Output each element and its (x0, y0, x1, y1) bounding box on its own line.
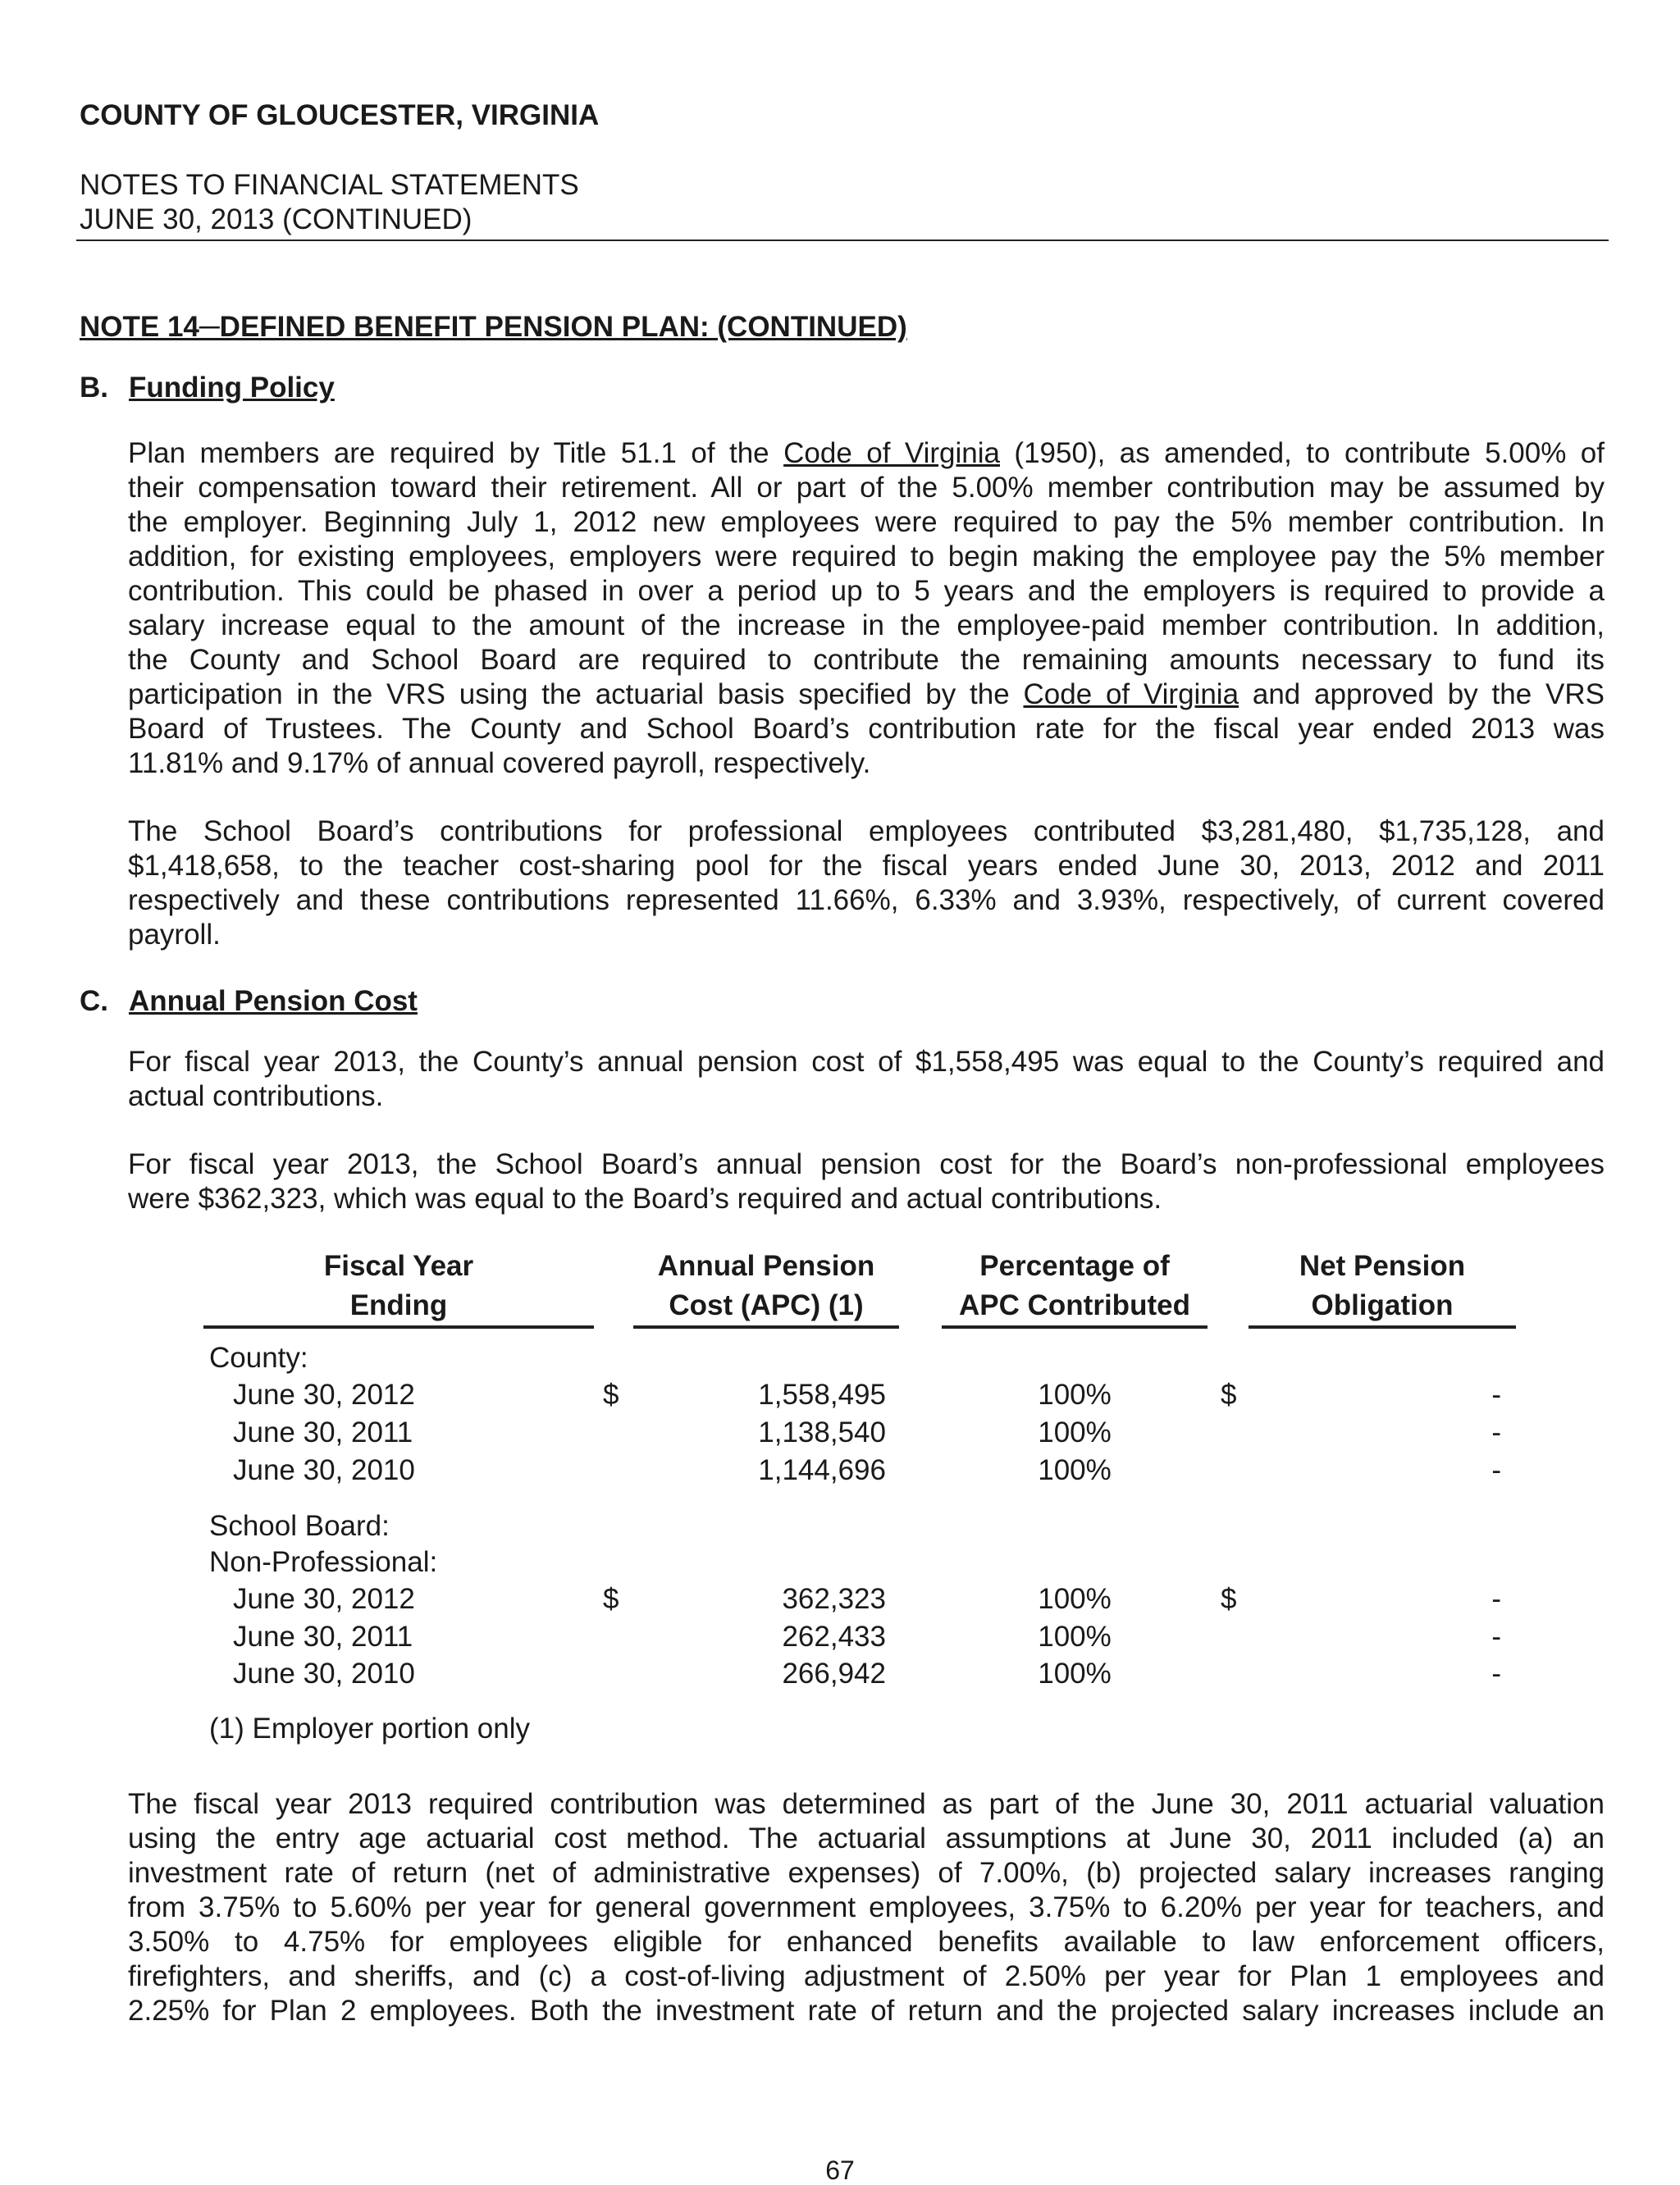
paragraph-line: using the entry age actuarial cost method. The actuarial assumptions at June 30, 2011 included (a) an (128, 1822, 1605, 1854)
header-underline (203, 1325, 594, 1329)
row-year: June 30, 2011 (233, 1416, 413, 1448)
row-pct: 100% (1038, 1583, 1112, 1615)
school-board-pension-cost-paragraph (128, 1147, 1605, 1216)
paragraph-line: For fiscal year 2013, the County’s annual pension cost of $1,558,495 was equal to the County’s required and (128, 1046, 1605, 1078)
row-npo: - (1491, 1454, 1501, 1486)
section-letter: B. (80, 372, 108, 404)
paragraph-line: firefighters, and sheriffs, and (c) a cost-of-living adjustment of 2.50% per year for Plan 1 employees and (128, 1960, 1605, 1992)
paragraph-line: For fiscal year 2013, the School Board’s annual pension cost for the Board’s non-professional employees (128, 1148, 1605, 1180)
row-apc: 262,433 (782, 1621, 886, 1653)
note-title: NOTE 14─DEFINED BENEFIT PENSION PLAN: (CONTINUED) (80, 311, 907, 343)
paragraph-line: The fiscal year 2013 required contribution was determined as part of the June 30, 2011 actuarial valuation (128, 1788, 1605, 1820)
section-title: Funding Policy (129, 372, 335, 404)
funding-policy-paragraph (128, 436, 1605, 781)
paragraph-line: actual contributions. (128, 1080, 384, 1112)
paragraph-line: payroll. (128, 919, 221, 951)
document-title: NOTES TO FINANCIAL STATEMENTS (80, 169, 579, 201)
row-apc: 266,942 (782, 1658, 886, 1690)
section-c-heading (80, 984, 418, 1019)
row-apc: 1,138,540 (758, 1416, 886, 1448)
row-npo-dollar-sign: $ (1221, 1583, 1237, 1615)
row-pct: 100% (1038, 1658, 1112, 1690)
section-b-heading (80, 371, 335, 405)
paragraph-line: addition, for existing employees, employers were required to begin making the employee pay the 5% member (128, 541, 1605, 572)
paragraph-line: respectively and these contributions represented 11.66%, 6.33% and 3.93%, respectively, of current covered (128, 884, 1605, 916)
section-title: Annual Pension Cost (129, 985, 418, 1017)
paragraph-line: participation in the VRS using the actuarial basis specified by the Code of Virginia and approved by the VRS (128, 678, 1605, 710)
county-pension-cost-paragraph (128, 1045, 1605, 1114)
paragraph-line: 11.81% and 9.17% of annual covered payroll, respectively. (128, 747, 871, 779)
paragraph-line: investment rate of return (net of administrative expenses) of 7.00%, (b) projected salary increases ranging (128, 1857, 1605, 1889)
group-label-school-board: School Board: (209, 1510, 390, 1542)
actuarial-valuation-paragraph (128, 1787, 1605, 2028)
code-of-virginia-ref: Code of Virginia (783, 437, 1000, 469)
row-year: June 30, 2012 (233, 1583, 415, 1615)
paragraph-line: Plan members are required by Title 51.1 of the Code of Virginia (1950), as amended, to contribute 5.00% of (128, 437, 1605, 469)
col-header-fiscal-year: Fiscal Year Ending (323, 1250, 474, 1321)
page-number: 67 (825, 2155, 855, 2185)
row-year: June 30, 2010 (233, 1658, 415, 1690)
paragraph-line: $1,418,658, to the teacher cost-sharing pool for the fiscal years ended June 30, 2013, 2012 and 2011 (128, 850, 1605, 882)
row-npo: - (1491, 1658, 1501, 1690)
paragraph-line: 3.50% to 4.75% for employees eligible for enhanced benefits available to law enforcement officers, (128, 1926, 1605, 1958)
row-npo: - (1491, 1379, 1501, 1411)
col-header-apc: Annual Pension Cost (APC) (1) (657, 1250, 875, 1321)
paragraph-line: the employer. Beginning July 1, 2012 new employees were required to pay the 5% member contribution. In (128, 506, 1605, 538)
row-apc: 1,144,696 (758, 1454, 886, 1486)
row-pct: 100% (1038, 1379, 1112, 1411)
row-year: June 30, 2010 (233, 1454, 415, 1486)
col-header-pct-contributed: Percentage of APC Contributed (959, 1250, 1190, 1321)
row-year: June 30, 2011 (233, 1621, 413, 1653)
row-year: June 30, 2012 (233, 1379, 415, 1411)
group-label-county: County: (209, 1342, 308, 1374)
document-date: JUNE 30, 2013 (CONTINUED) (80, 203, 472, 235)
school-board-contributions-paragraph (128, 814, 1605, 952)
header-underline (1249, 1325, 1516, 1329)
entity-title: COUNTY OF GLOUCESTER, VIRGINIA (80, 99, 600, 131)
header-underline (942, 1325, 1208, 1329)
code-of-virginia-ref: Code of Virginia (1023, 678, 1239, 710)
row-dollar-sign: $ (603, 1583, 619, 1615)
paragraph-line: 2.25% for Plan 2 employees. Both the investment rate of return and the projected salary increases include an (128, 1995, 1605, 2027)
section-letter: C. (80, 985, 108, 1017)
paragraph-line: their compensation toward their retirement. All or part of the 5.00% member contribution may be assumed by (128, 472, 1605, 504)
paragraph-line: contribution. This could be phased in over a period up to 5 years and the employers is required to provide a (128, 575, 1605, 607)
row-pct: 100% (1038, 1621, 1112, 1653)
row-npo: - (1491, 1416, 1501, 1448)
paragraph-line: The School Board’s contributions for professional employees contributed $3,281,480, $1,735,128, and (128, 815, 1605, 847)
row-npo: - (1491, 1583, 1501, 1615)
paragraph-line: Board of Trustees. The County and School Board’s contribution rate for the fiscal year ended 2013 was (128, 713, 1605, 745)
col-header-net-pension-obligation: Net Pension Obligation (1299, 1250, 1466, 1321)
paragraph-line: from 3.75% to 5.60% per year for general government employees, 3.75% to 6.20% per year for teachers, and (128, 1891, 1605, 1923)
row-dollar-sign: $ (603, 1379, 619, 1411)
row-npo: - (1491, 1621, 1501, 1653)
paragraph-line: the County and School Board are required to contribute the remaining amounts necessary to fund its (128, 644, 1605, 676)
row-npo-dollar-sign: $ (1221, 1379, 1237, 1411)
header-divider (76, 239, 1609, 241)
row-pct: 100% (1038, 1454, 1112, 1486)
table-footnote: (1) Employer portion only (209, 1713, 530, 1745)
row-pct: 100% (1038, 1416, 1112, 1448)
group-label-non-professional: Non-Professional: (209, 1546, 438, 1578)
header-underline (633, 1325, 899, 1329)
row-apc: 1,558,495 (758, 1379, 886, 1411)
paragraph-line: salary increase equal to the amount of the increase in the employee-paid member contribution. In addition, (128, 609, 1605, 641)
row-apc: 362,323 (782, 1583, 886, 1615)
paragraph-line: were $362,323, which was equal to the Board’s required and actual contributions. (128, 1183, 1162, 1215)
